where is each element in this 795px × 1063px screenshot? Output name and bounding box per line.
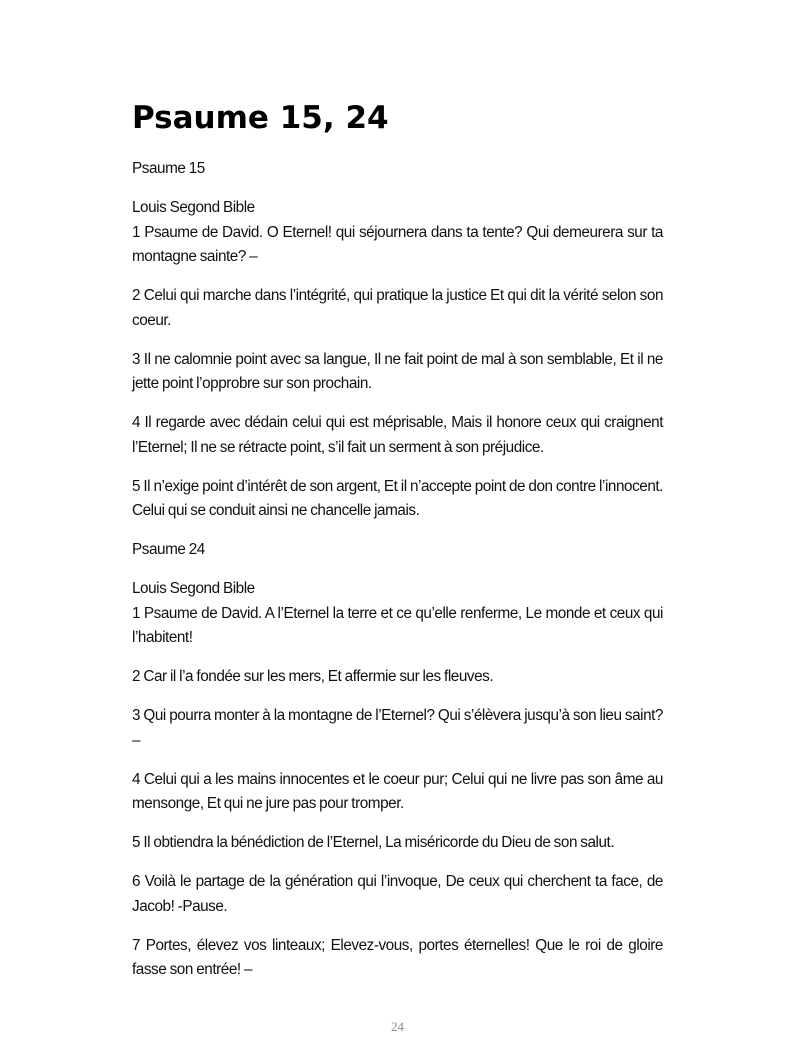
psalm-15-verse-5: 5 Il n’exige point d’intérêt de son argent, Et il n’accepte point de don contre l’innocent. Celui qui se conduit ainsi ne chancelle jamais. — [132, 477, 663, 519]
psalm-24-verse-4: 4 Celui qui a les mains innocentes et le coeur pur; Celui qui ne livre pas son âme au mensonge, Et qui ne jure pas pour tromper. — [132, 770, 663, 812]
psalm-15-verse-3: 3 Il ne calomnie point avec sa langue, Il ne fait point de mal à son semblable, Et il ne jette point l’opprobre sur son prochain. — [132, 350, 663, 392]
page-title: Psaume 15, 24 — [132, 100, 389, 136]
psalm-24-verse-1: 1 Psaume de David. A l’Eternel la terre et ce qu’elle renferme, Le monde et ceux qui l’habitent! — [132, 604, 663, 646]
psalm-24-verse-6: 6 Voilà le partage de la génération qui l’invoque, De ceux qui cherchent ta face, de Jacob! -Pause. — [132, 873, 663, 915]
psalm-15-verse-1-block — [132, 196, 663, 270]
page-number: 24 — [391, 1019, 404, 1034]
psalm-15-verse-4: 4 Il regarde avec dédain celui qui est méprisable, Mais il honore ceux qui craignent l’Eternel; Il ne se rétracte point, s’il fait un serment à son préjudice. — [132, 414, 663, 456]
psalm-24-heading: Psaume 24 — [132, 541, 205, 558]
psalm-24-source: Louis Segond Bible — [132, 580, 255, 597]
psalm-15-verse-1: 1 Psaume de David. O Eternel! qui séjournera dans ta tente? Qui demeurera sur ta montagne sainte? – — [132, 223, 663, 265]
psalm-24-verse-1-block — [132, 577, 663, 651]
psalm-15-heading: Psaume 15 — [132, 160, 205, 177]
psalm-15-source: Louis Segond Bible — [132, 199, 255, 216]
psalm-24-verse-7: 7 Portes, élevez vos linteaux; Elevez-vous, portes éternelles! Que le roi de gloire fasse son entrée! – — [132, 936, 663, 978]
psalm-15-verse-2: 2 Celui qui marche dans l’intégrité, qui pratique la justice Et qui dit la vérité selon son coeur. — [132, 287, 663, 329]
psalm-24-verse-5: 5 Il obtiendra la bénédiction de l’Eternel, La miséricorde du Dieu de son salut. — [132, 834, 615, 851]
psalm-24-verse-2: 2 Car il l’a fondée sur les mers, Et affermie sur les fleuves. — [132, 668, 494, 685]
document-body — [132, 157, 663, 983]
psalm-24-verse-3: 3 Qui pourra monter à la montagne de l’Eternel? Qui s’élèvera jusqu’à son lieu saint? – — [132, 707, 663, 749]
